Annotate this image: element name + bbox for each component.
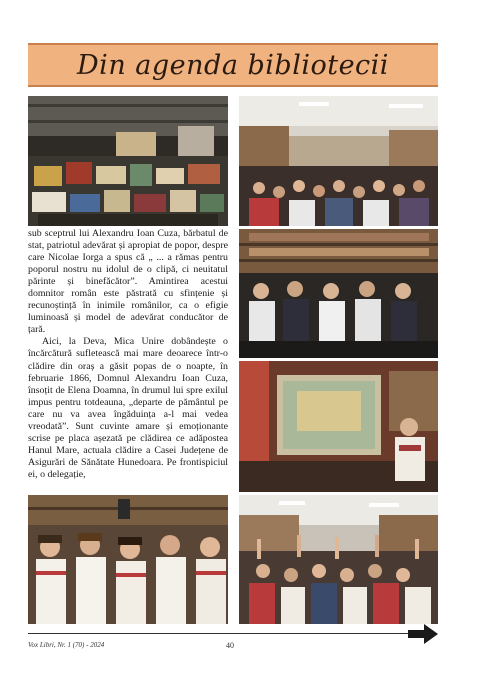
publication-info: Vox Libri, Nr. 1 (70) - 2024 — [28, 641, 105, 649]
article-paragraph: Aici, la Deva, Mica Unire dobândește o încărcătură sufletească mai mare deoarece într-o clădire din oraș a găsit popas de o noapte, în februarie 1866, Domnul Alexandru Ioan Cuza, însoțit de Elena Doamna, în drumul lui spre exilul impus pentru totdeauna, „departe de pământul pe care nu va avea îngăduința a-l mai vedea vreodată”. Sunt cuvinte amare și emoționante scrise pe placa așezată pe clădirea ce adăpostea Hanul Mare, actuala clădire a Casei Județene de Asigurări de Sănătate Hunedoara. Pe frontispiciul ei, o delegație, — [28, 336, 228, 480]
section-title: Din agenda bibliotecii — [77, 49, 389, 81]
arrow-right-icon — [408, 624, 438, 644]
photo-students-seated — [239, 229, 438, 358]
section-header — [28, 43, 438, 87]
photo-presentation — [239, 361, 438, 492]
article-text — [28, 228, 228, 490]
photo-raised-hands — [239, 495, 438, 624]
photo-children-costumes — [28, 495, 228, 624]
article-paragraph: sub sceptrul lui Alexandru Ioan Cuza, bărbatul de stat, patriotul adevărat și apropiat de popor, despre care Nicolae Iorga a spus că „ ... a rămas pentru poporul nostru nu idolul de o clipă, ci neuitatul părinte și binefăcător”. Amintirea acestui domnitor român este păstrată cu sfințenie și recunoștință în inimile românilor, ca o efigie luminoasă și model de adevărat conducător de țară. — [28, 228, 228, 336]
photo-book-display — [28, 96, 228, 226]
photo-library-audience — [239, 96, 438, 226]
footer-rule — [28, 633, 408, 634]
page-number: 40 — [226, 641, 234, 650]
